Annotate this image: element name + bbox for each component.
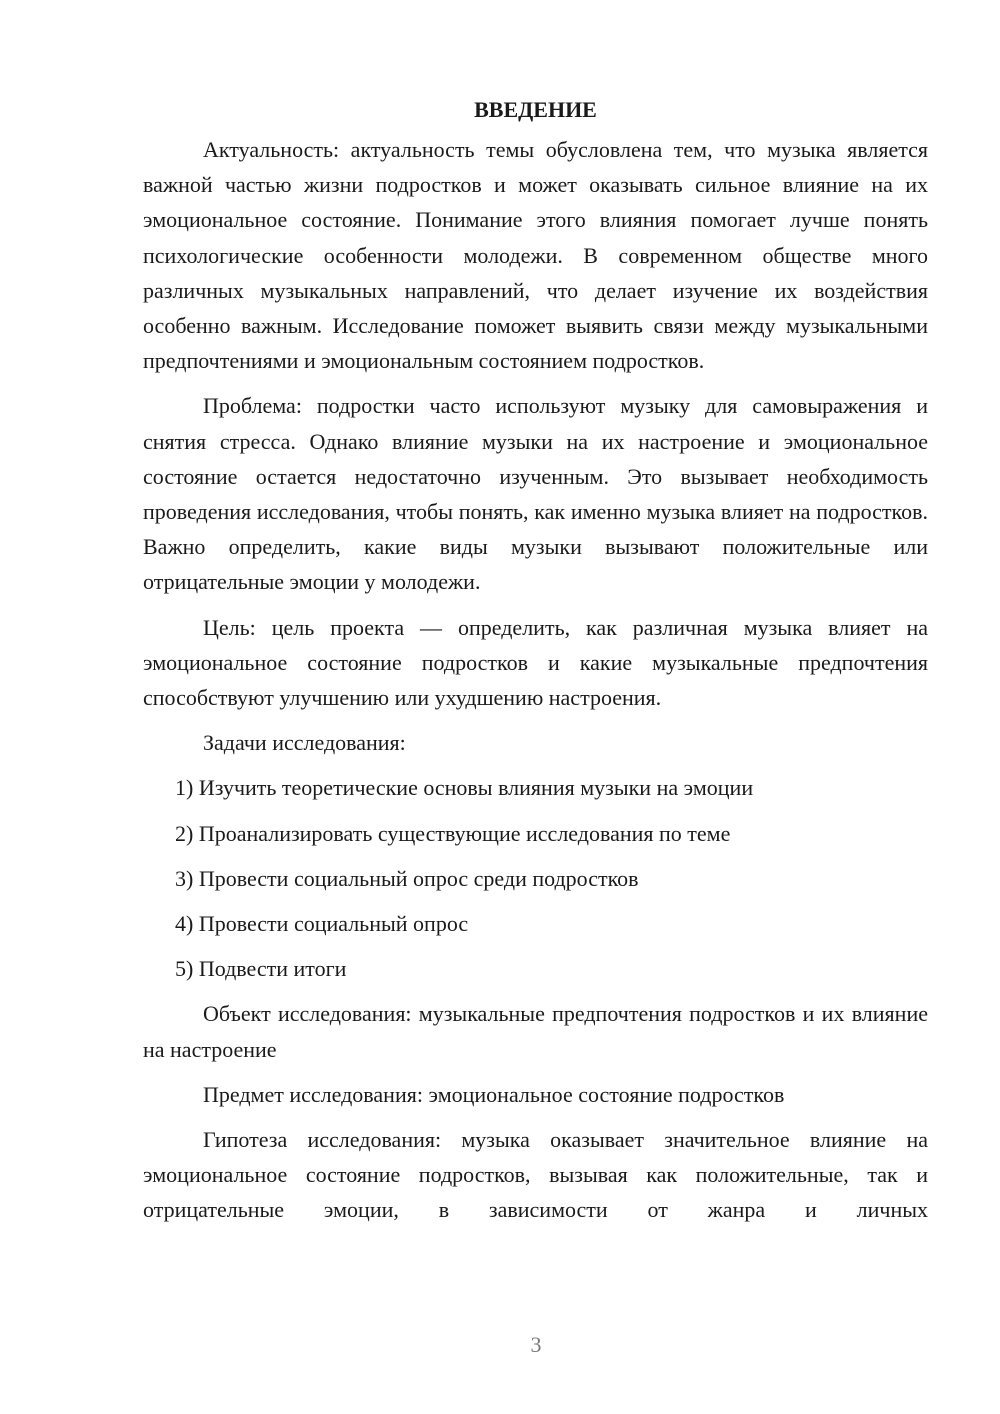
task-item: 1) Изучить теоретические основы влияния музыки на эмоции <box>175 775 754 801</box>
hypothesis-paragraph: Гипотеза исследования: музыка оказывает значительное влияние на эмоциональное состояние подростков, вызывая как положительные, так и отрицательные эмоции, в зависимости от жанра и личных <box>143 1127 928 1223</box>
goal-paragraph: Цель: цель проекта — определить, как различная музыка влияет на эмоциональное состояние подростков и какие музыкальные предпочтения способствуют улучшению или ухудшению настроения. <box>143 614 928 711</box>
object-paragraph: Объект исследования: музыкальные предпочтения подростков и их влияние на настроение <box>143 1001 928 1062</box>
tasks-heading: Задачи исследования: <box>203 730 406 756</box>
relevance-paragraph: Актуальность: актуальность темы обусловлена тем, что музыка является важной частью жизни подростков и может оказывать сильное влияние на их эмоциональное состояние. Понимание этого влияния помогает лучше понять психологические особенности молодежи. В современном обществе много различных музыкальных направлений, что делает изучение их воздействия особенно важным. Исследование поможет выявить связи между музыкальными предпочтениями и эмоциональным состоянием подростков. <box>143 137 928 374</box>
task-item: 4) Провести социальный опрос <box>175 911 469 937</box>
tasks-list <box>143 770 928 986</box>
page-title: ВВЕДЕНИЕ <box>474 97 597 122</box>
problem-paragraph: Проблема: подростки часто используют музыку для самовыражения и снятия стресса. Однако влияние музыки на их настроение и эмоциональное состояние остается недостаточно изученным. Это вызывает необходимость проведения исследования, чтобы понять, как именно музыка влияет на подростков. Важно определить, какие виды музыки вызывают положительные или отрицательные эмоции у молодежи. <box>143 393 928 595</box>
task-item: 3) Провести социальный опрос среди подростков <box>175 865 639 891</box>
task-item: 2) Проанализировать существующие исследования по теме <box>175 820 731 846</box>
page-number: 3 <box>530 1332 542 1357</box>
subject-paragraph: Предмет исследования: эмоциональное состояние подростков <box>203 1081 785 1107</box>
document-page <box>143 88 928 1228</box>
task-item: 5) Подвести итоги <box>175 956 347 982</box>
